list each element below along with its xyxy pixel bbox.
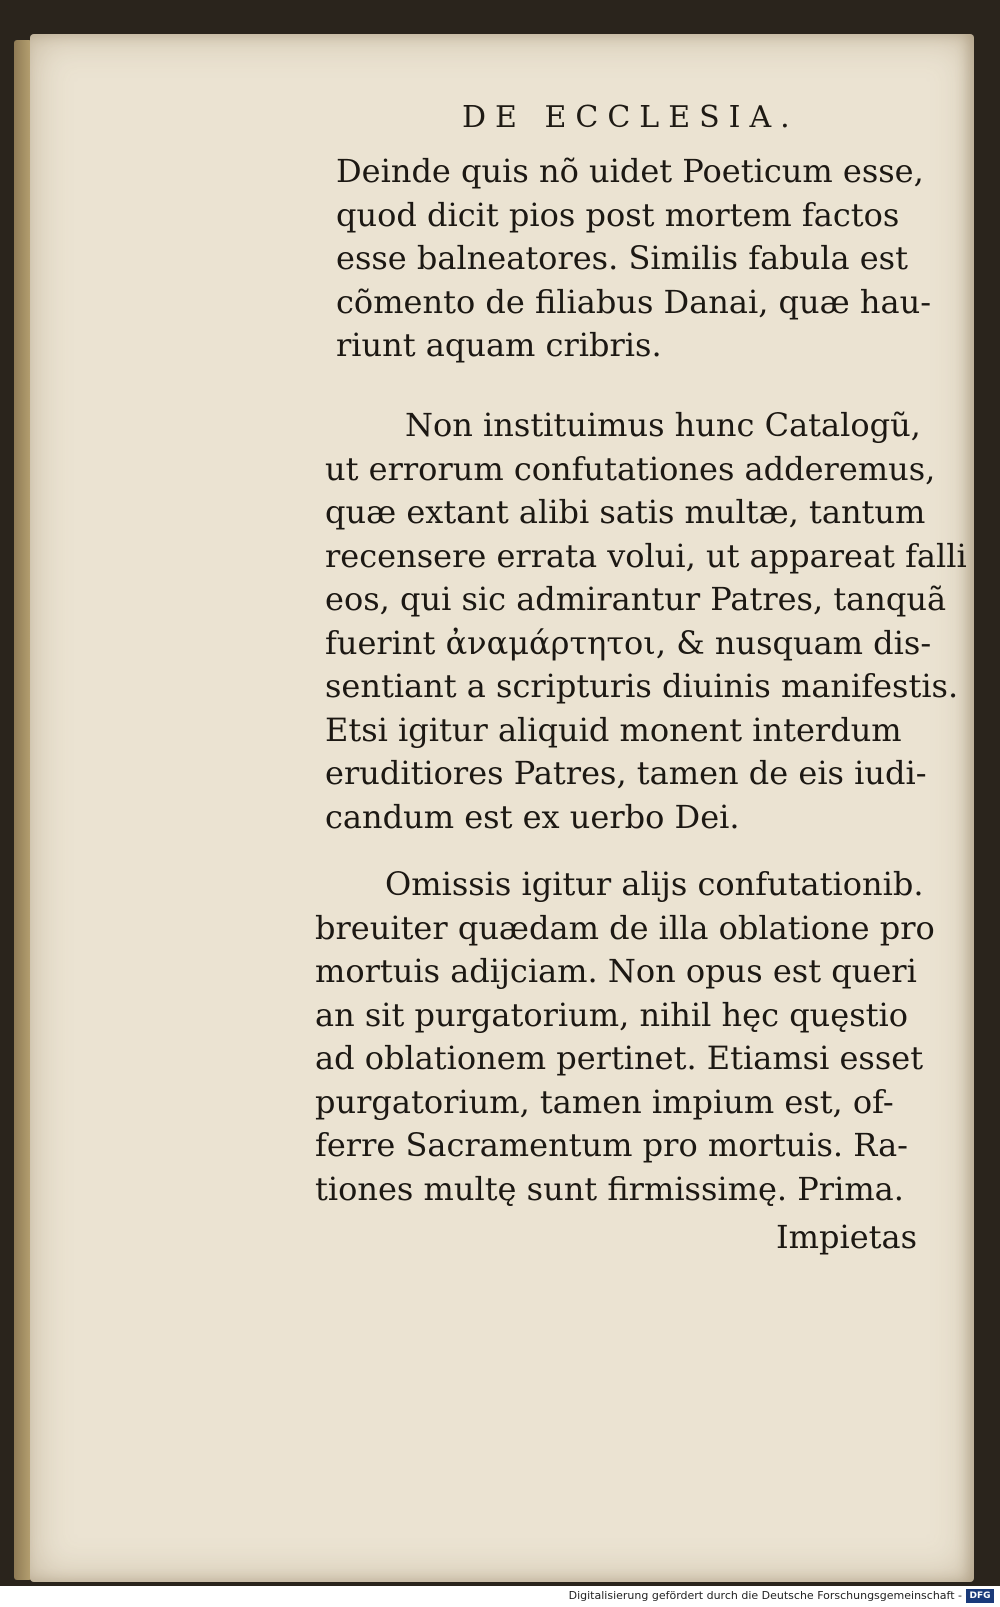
text-line: sentiant a scripturis diuinis manifestis. <box>325 667 959 705</box>
text-line: fuerint ἀναμάρτητοι, & nusquam dis- <box>325 623 932 662</box>
funding-credit: Digitalisierung gefördert durch die Deutsche Forschungsgemeinschaft - <box>568 1589 962 1602</box>
text-line: candum est ex uerbo Dei. <box>325 797 740 836</box>
dfg-logo: DFG <box>966 1589 994 1603</box>
text-line: Omissis igitur alijs confutationib. <box>385 865 924 903</box>
text-line: breuiter quædam de illa oblatione pro <box>315 908 935 947</box>
text-line: an sit purgatorium, nihil hęc quęstio <box>315 995 908 1034</box>
text-line: quæ extant alibi satis multæ, tantum <box>325 493 926 531</box>
text-line: ut errorum confutationes adderemus, <box>325 449 936 488</box>
text-line: riunt aquam cribris. <box>336 326 662 364</box>
text-line: mortuis adijciam. Non opus est queri <box>315 952 917 990</box>
text-line: recensere errata volui, ut appareat falli <box>325 536 967 575</box>
text-line: Non instituimus hunc Catalogũ, <box>405 406 921 444</box>
paragraph-2 <box>325 404 967 839</box>
catchword: Impietas <box>776 1218 917 1256</box>
text-line: esse balneatores. Similis fabula est <box>336 239 908 277</box>
text-line: tiones multę sunt firmissimę. Prima. <box>315 1169 904 1208</box>
text-line: ad oblationem pertinet. Etiamsi esset <box>315 1039 924 1077</box>
paragraph-1 <box>336 150 931 368</box>
paragraph-3 <box>315 863 935 1211</box>
text-line: purgatorium, tamen impium est, of- <box>315 1082 894 1121</box>
text-line: cõmento de filiabus Danai, quæ hau- <box>336 282 931 321</box>
running-head: DE ECCLESIA. <box>462 100 799 135</box>
text-line: eruditiores Patres, tamen de eis iudi- <box>325 754 927 792</box>
footer-bar <box>0 1586 1000 1607</box>
text-line: Deinde quis nõ uidet Poeticum esse, <box>336 152 924 190</box>
text-line: Etsi igitur aliquid monent interdum <box>325 710 902 749</box>
text-line: quod dicit pios post mortem factos <box>336 195 900 234</box>
text-line: eos, qui sic admirantur Patres, tanquã <box>325 580 947 618</box>
text-line: ferre Sacramentum pro mortuis. Ra- <box>315 1126 908 1164</box>
